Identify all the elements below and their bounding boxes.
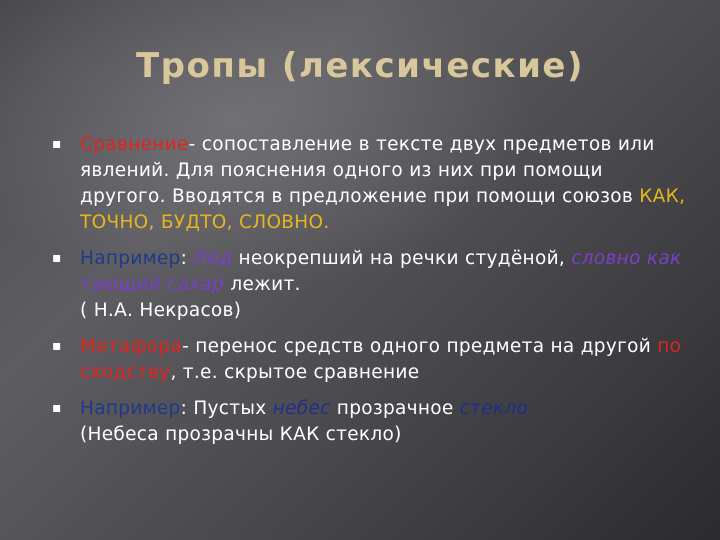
example-text-2: прозрачное	[330, 398, 460, 419]
bullet-square-icon	[52, 141, 59, 148]
colon: :	[180, 398, 188, 419]
example-label: Например	[80, 398, 181, 419]
bullet-example-1	[52, 246, 692, 324]
example-text-1: Пустых	[187, 398, 273, 419]
bullet-example-2	[52, 396, 692, 448]
example-word-1: Лед	[193, 248, 233, 269]
definition-tail: , т.е. скрытое сравнение	[170, 362, 420, 383]
bullet-square-icon	[52, 343, 59, 350]
term-metaphor: Метафора	[80, 336, 183, 357]
example-source: ( Н.А. Некрасов)	[80, 300, 242, 321]
conjunctions-highlight: КАК, ТОЧНО, БУДТО, СЛОВНО.	[80, 186, 686, 233]
similarity-highlight: по сходству	[80, 336, 682, 383]
example-text-1: неокрепший на речки студёной,	[232, 248, 572, 269]
example-explanation: (Небеса прозрачны КАК стекло)	[80, 424, 402, 445]
slide-title: Тропы (лексические)	[135, 46, 585, 86]
example-word-2: стекло	[459, 398, 529, 419]
example-label: Например	[80, 248, 181, 269]
bullet-square-icon	[52, 255, 59, 262]
definition-text: - сопоставление в тексте двух предметов или явлений. Для пояснения одного из них при помощи другого. Вводятся в предложение при помощи союзов	[80, 134, 655, 207]
bullet-square-icon	[52, 405, 59, 412]
bullet-list	[52, 132, 692, 458]
bullet-comparison	[52, 132, 692, 236]
example-text-2: лежит.	[224, 274, 301, 295]
bullet-metaphor	[52, 334, 692, 386]
term-comparison: Сравнение	[80, 134, 189, 155]
definition-text: - перенос средств одного предмета на другой	[182, 336, 658, 357]
example-word-1: небес	[272, 398, 331, 419]
example-word-2: словно как тающий сахар	[80, 248, 682, 295]
colon: :	[180, 248, 188, 269]
